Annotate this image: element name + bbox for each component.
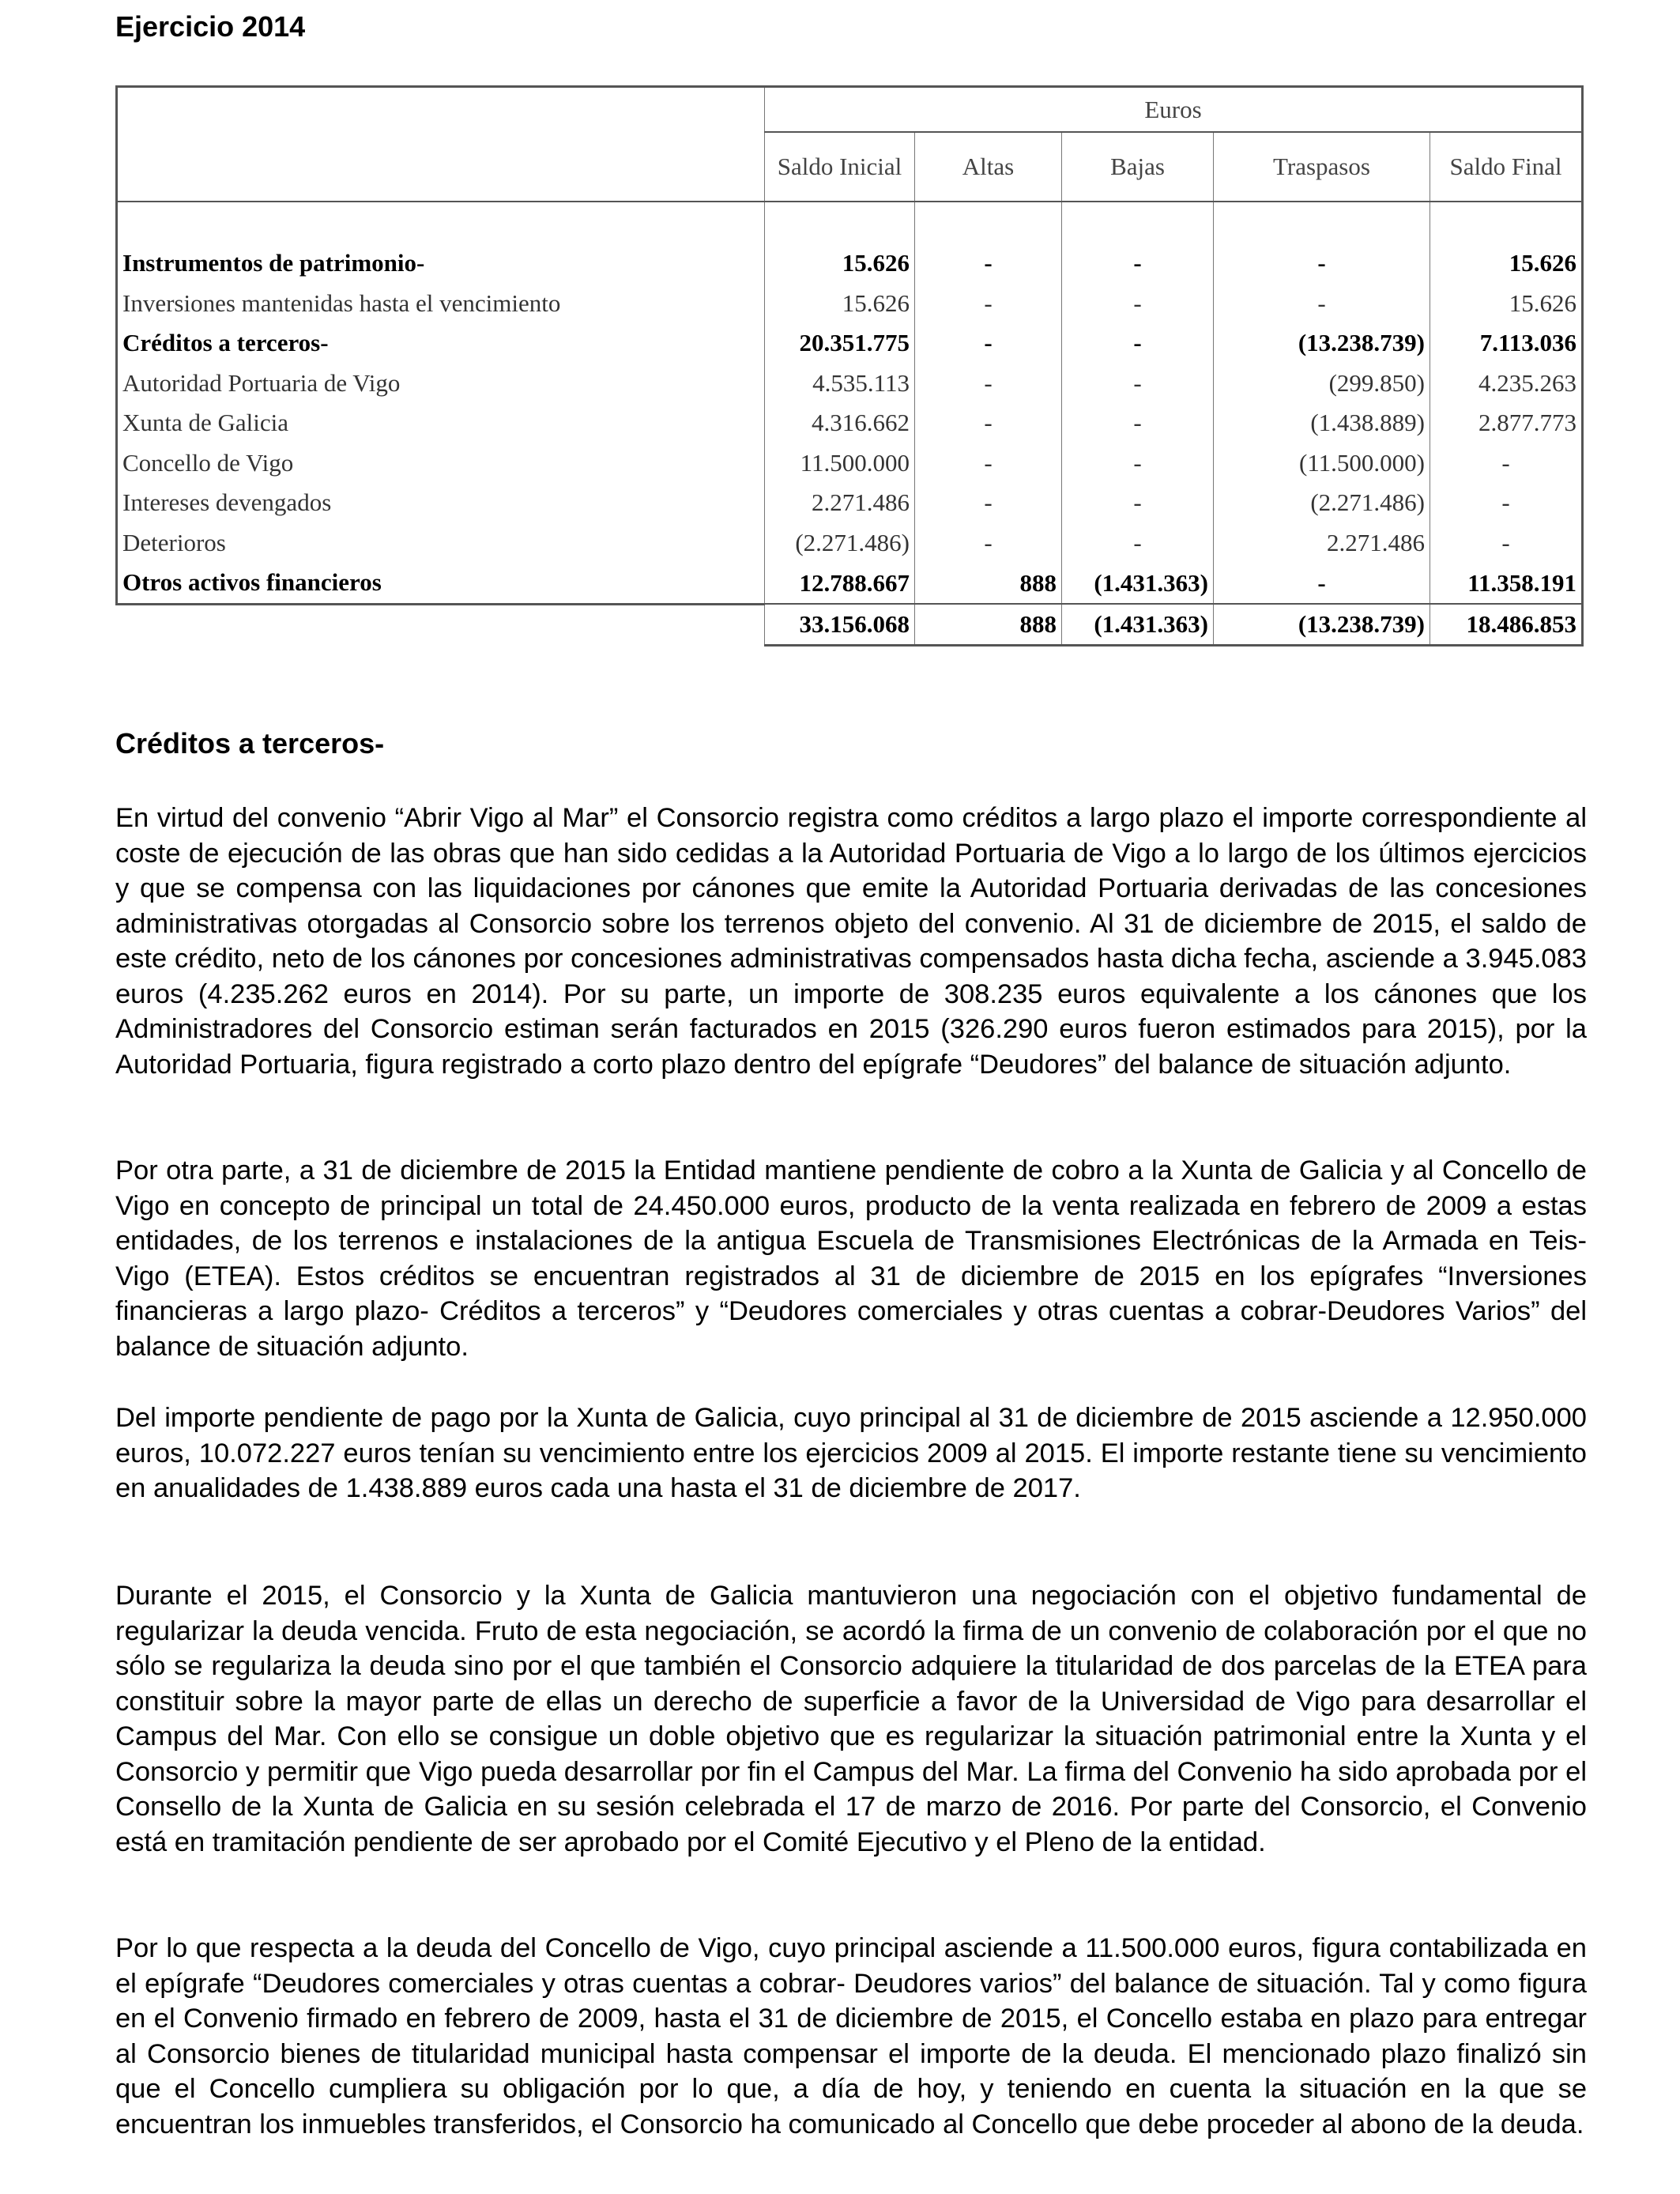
- row-value: 2.877.773: [1430, 403, 1583, 443]
- table-row: [117, 563, 1583, 604]
- row-value: -: [1062, 364, 1214, 404]
- row-value: 7.113.036: [1430, 323, 1583, 364]
- row-value: 4.316.662: [765, 403, 915, 443]
- row-value: 15.626: [765, 284, 915, 324]
- table-row: [117, 403, 1583, 443]
- row-value: -: [915, 523, 1062, 564]
- row-value: 11.358.191: [1430, 563, 1583, 604]
- row-label: Deterioros: [117, 523, 765, 564]
- row-value: 4.235.263: [1430, 364, 1583, 404]
- table-row: [117, 284, 1583, 324]
- row-value: -: [1062, 323, 1214, 364]
- row-value: -: [1214, 243, 1430, 284]
- row-value: 15.626: [1430, 243, 1583, 284]
- row-label: Otros activos financieros: [117, 563, 765, 604]
- table-row: [117, 364, 1583, 404]
- row-value: 2.271.486: [765, 483, 915, 523]
- paragraph-negotiation: Durante el 2015, el Consorcio y la Xunta de Galicia mantuvieron una negociación con el objetivo fundamental de regularizar la deuda vencida. Fruto de esta negociación, se acordó la firma de un convenio de colaboración por el que no sólo se regulariza la deuda sino por el que también el Consorcio adquiere la titularidad de dos parcelas de la ETEA para constituir sobre la mayor parte de ellas un derecho de superficie a favor de la Universidad de Vigo para desarrollar el Campus del Mar. Con ello se consigue un doble objetivo que es regularizar la situación patrimonial entre la Xunta y el Consorcio y permitir que Vigo pueda desarrollar por fin el Campus del Mar. La firma del Convenio ha sido aprobada por el Consello de la Xunta de Galicia en su sesión celebrada el 17 de marzo de 2016. Por parte del Consorcio, el Convenio está en tramitación pendiente de ser aprobado por el Comité Ejecutivo y el Pleno de la entidad.: [115, 1581, 1587, 1857]
- row-value: -: [1214, 563, 1430, 604]
- row-value: -: [1062, 243, 1214, 284]
- row-value: (1.431.363): [1062, 563, 1214, 604]
- row-value: (11.500.000): [1214, 443, 1430, 484]
- row-label: Instrumentos de patrimonio-: [117, 243, 765, 284]
- row-value: -: [915, 403, 1062, 443]
- row-value: -: [1062, 483, 1214, 523]
- table-row: [117, 243, 1583, 284]
- section-title: Ejercicio 2014: [115, 10, 306, 43]
- row-value: (2.271.486): [1214, 483, 1430, 523]
- row-value: -: [1062, 403, 1214, 443]
- row-value: -: [915, 443, 1062, 484]
- row-label: Intereses devengados: [117, 483, 765, 523]
- row-label: Concello de Vigo: [117, 443, 765, 484]
- row-value: -: [1214, 284, 1430, 324]
- paragraph-concello-debt: Por lo que respecta a la deuda del Concello de Vigo, cuyo principal asciende a 11.500.000 euros, figura contabilizada en el epígrafe “Deudores comerciales y otras cuentas a cobrar- Deudores varios” del balance de situación. Tal y como figura en el Convenio firmado en febrero de 2009, hasta el 31 de diciembre de 2015, el Concello estaba en plazo para entregar al Consorcio bienes de titularidad municipal hasta compensar el importe de la deuda. El mencionado plazo finalizó sin que el Concello cumpliera su obligación por lo que, a día de hoy, y teniendo en cuenta la situación en la que se encuentran los inmuebles transferidos, el Consorcio ha comunicado al Concello que debe proceder al abono de la deuda.: [115, 1933, 1587, 2139]
- col-header-saldo-final: Saldo Final: [1430, 132, 1583, 202]
- table-header-row-group: [117, 87, 1583, 133]
- col-header-altas: Altas: [915, 132, 1062, 202]
- row-value: -: [1430, 523, 1583, 564]
- total-value: (1.431.363): [1062, 604, 1214, 646]
- total-value: 888: [915, 604, 1062, 646]
- table-row: [117, 443, 1583, 484]
- row-label: Xunta de Galicia: [117, 403, 765, 443]
- row-value: -: [915, 364, 1062, 404]
- col-header-bajas: Bajas: [1062, 132, 1214, 202]
- row-label: Inversiones mantenidas hasta el vencimiento: [117, 284, 765, 324]
- row-value: 15.626: [1430, 284, 1583, 324]
- total-value: (13.238.739): [1214, 604, 1430, 646]
- row-value: -: [1062, 443, 1214, 484]
- col-header-saldo-inicial: Saldo Inicial: [765, 132, 915, 202]
- col-header-traspasos: Traspasos: [1214, 132, 1430, 202]
- paragraph-xunta-debt: Del importe pendiente de pago por la Xunta de Galicia, cuyo principal al 31 de diciembre de 2015 asciende a 12.950.000 euros, 10.072.227 euros tenían su vencimiento entre los ejercicios 2009 al 2015. El importe restante tiene su vencimiento en anualidades de 1.438.889 euros cada una hasta el 31 de diciembre de 2017.: [115, 1403, 1587, 1503]
- table-total-row: [117, 604, 1583, 646]
- row-value: -: [1430, 443, 1583, 484]
- row-value: -: [1062, 523, 1214, 564]
- row-value: 12.788.667: [765, 563, 915, 604]
- row-value: (1.438.889): [1214, 403, 1430, 443]
- row-value: (13.238.739): [1214, 323, 1430, 364]
- row-value: 20.351.775: [765, 323, 915, 364]
- row-value: 11.500.000: [765, 443, 915, 484]
- paragraph-abrir-vigo: En virtud del convenio “Abrir Vigo al Mar” el Consorcio registra como créditos a largo plazo el importe correspondiente al coste de ejecución de las obras que han sido cedidas a la Autoridad Portuaria de Vigo a lo largo de los últimos ejercicios y que se compensa con las liquidaciones por cánones que emite la Autoridad Portuaria derivadas de las concesiones administrativas otorgadas al Consorcio sobre los terrenos objeto del convenio. Al 31 de diciembre de 2015, el saldo de este crédito, neto de los cánones por concesiones administrativas compensados hasta dicha fecha, asciende a 3.945.083 euros (4.235.262 euros en 2014). Por su parte, un importe de 308.235 euros equivalente a los cánones que los Administradores del Consorcio estiman serán facturados en 2015 (326.290 euros fueron estimados para 2015), por la Autoridad Portuaria, figura registrado a corto plazo dentro del epígrafe “Deudores” del balance de situación adjunto.: [115, 803, 1587, 1080]
- row-value: 4.535.113: [765, 364, 915, 404]
- total-value: 33.156.068: [765, 604, 915, 646]
- table-row: [117, 483, 1583, 523]
- row-label: Autoridad Portuaria de Vigo: [117, 364, 765, 404]
- row-value: -: [915, 323, 1062, 364]
- row-value: -: [915, 243, 1062, 284]
- row-value: -: [915, 284, 1062, 324]
- row-value: -: [1062, 284, 1214, 324]
- total-value: 18.486.853: [1430, 604, 1583, 646]
- row-value: (299.850): [1214, 364, 1430, 404]
- row-value: 2.271.486: [1214, 523, 1430, 564]
- row-value: 15.626: [765, 243, 915, 284]
- paragraph-etea-credits: Por otra parte, a 31 de diciembre de 2015 la Entidad mantiene pendiente de cobro a la Xunta de Galicia y al Concello de Vigo en concepto de principal un total de 24.450.000 euros, producto de la venta realizada en febrero de 2009 a estas entidades, de los terrenos e instalaciones de la antigua Escuela de Transmisiones Electrónicas de la Armada en Teis-Vigo (ETEA). Estos créditos se encuentran registrados al 31 de diciembre de 2015 en los epígrafes “Inversiones financieras a largo plazo- Créditos a terceros” y “Deudores comerciales y otras cuentas a cobrar-Deudores Varios” del balance de situación adjunto.: [115, 1155, 1587, 1362]
- table-row: [117, 323, 1583, 364]
- subsection-title: Créditos a terceros-: [115, 727, 385, 760]
- table-header-row-columns: [117, 132, 1583, 202]
- row-value: 888: [915, 563, 1062, 604]
- row-value: -: [915, 483, 1062, 523]
- row-label: Créditos a terceros-: [117, 323, 765, 364]
- table-row: [117, 523, 1583, 564]
- currency-header: Euros: [765, 87, 1583, 133]
- row-value: (2.271.486): [765, 523, 915, 564]
- financial-assets-table: [115, 85, 1584, 647]
- row-value: -: [1430, 483, 1583, 523]
